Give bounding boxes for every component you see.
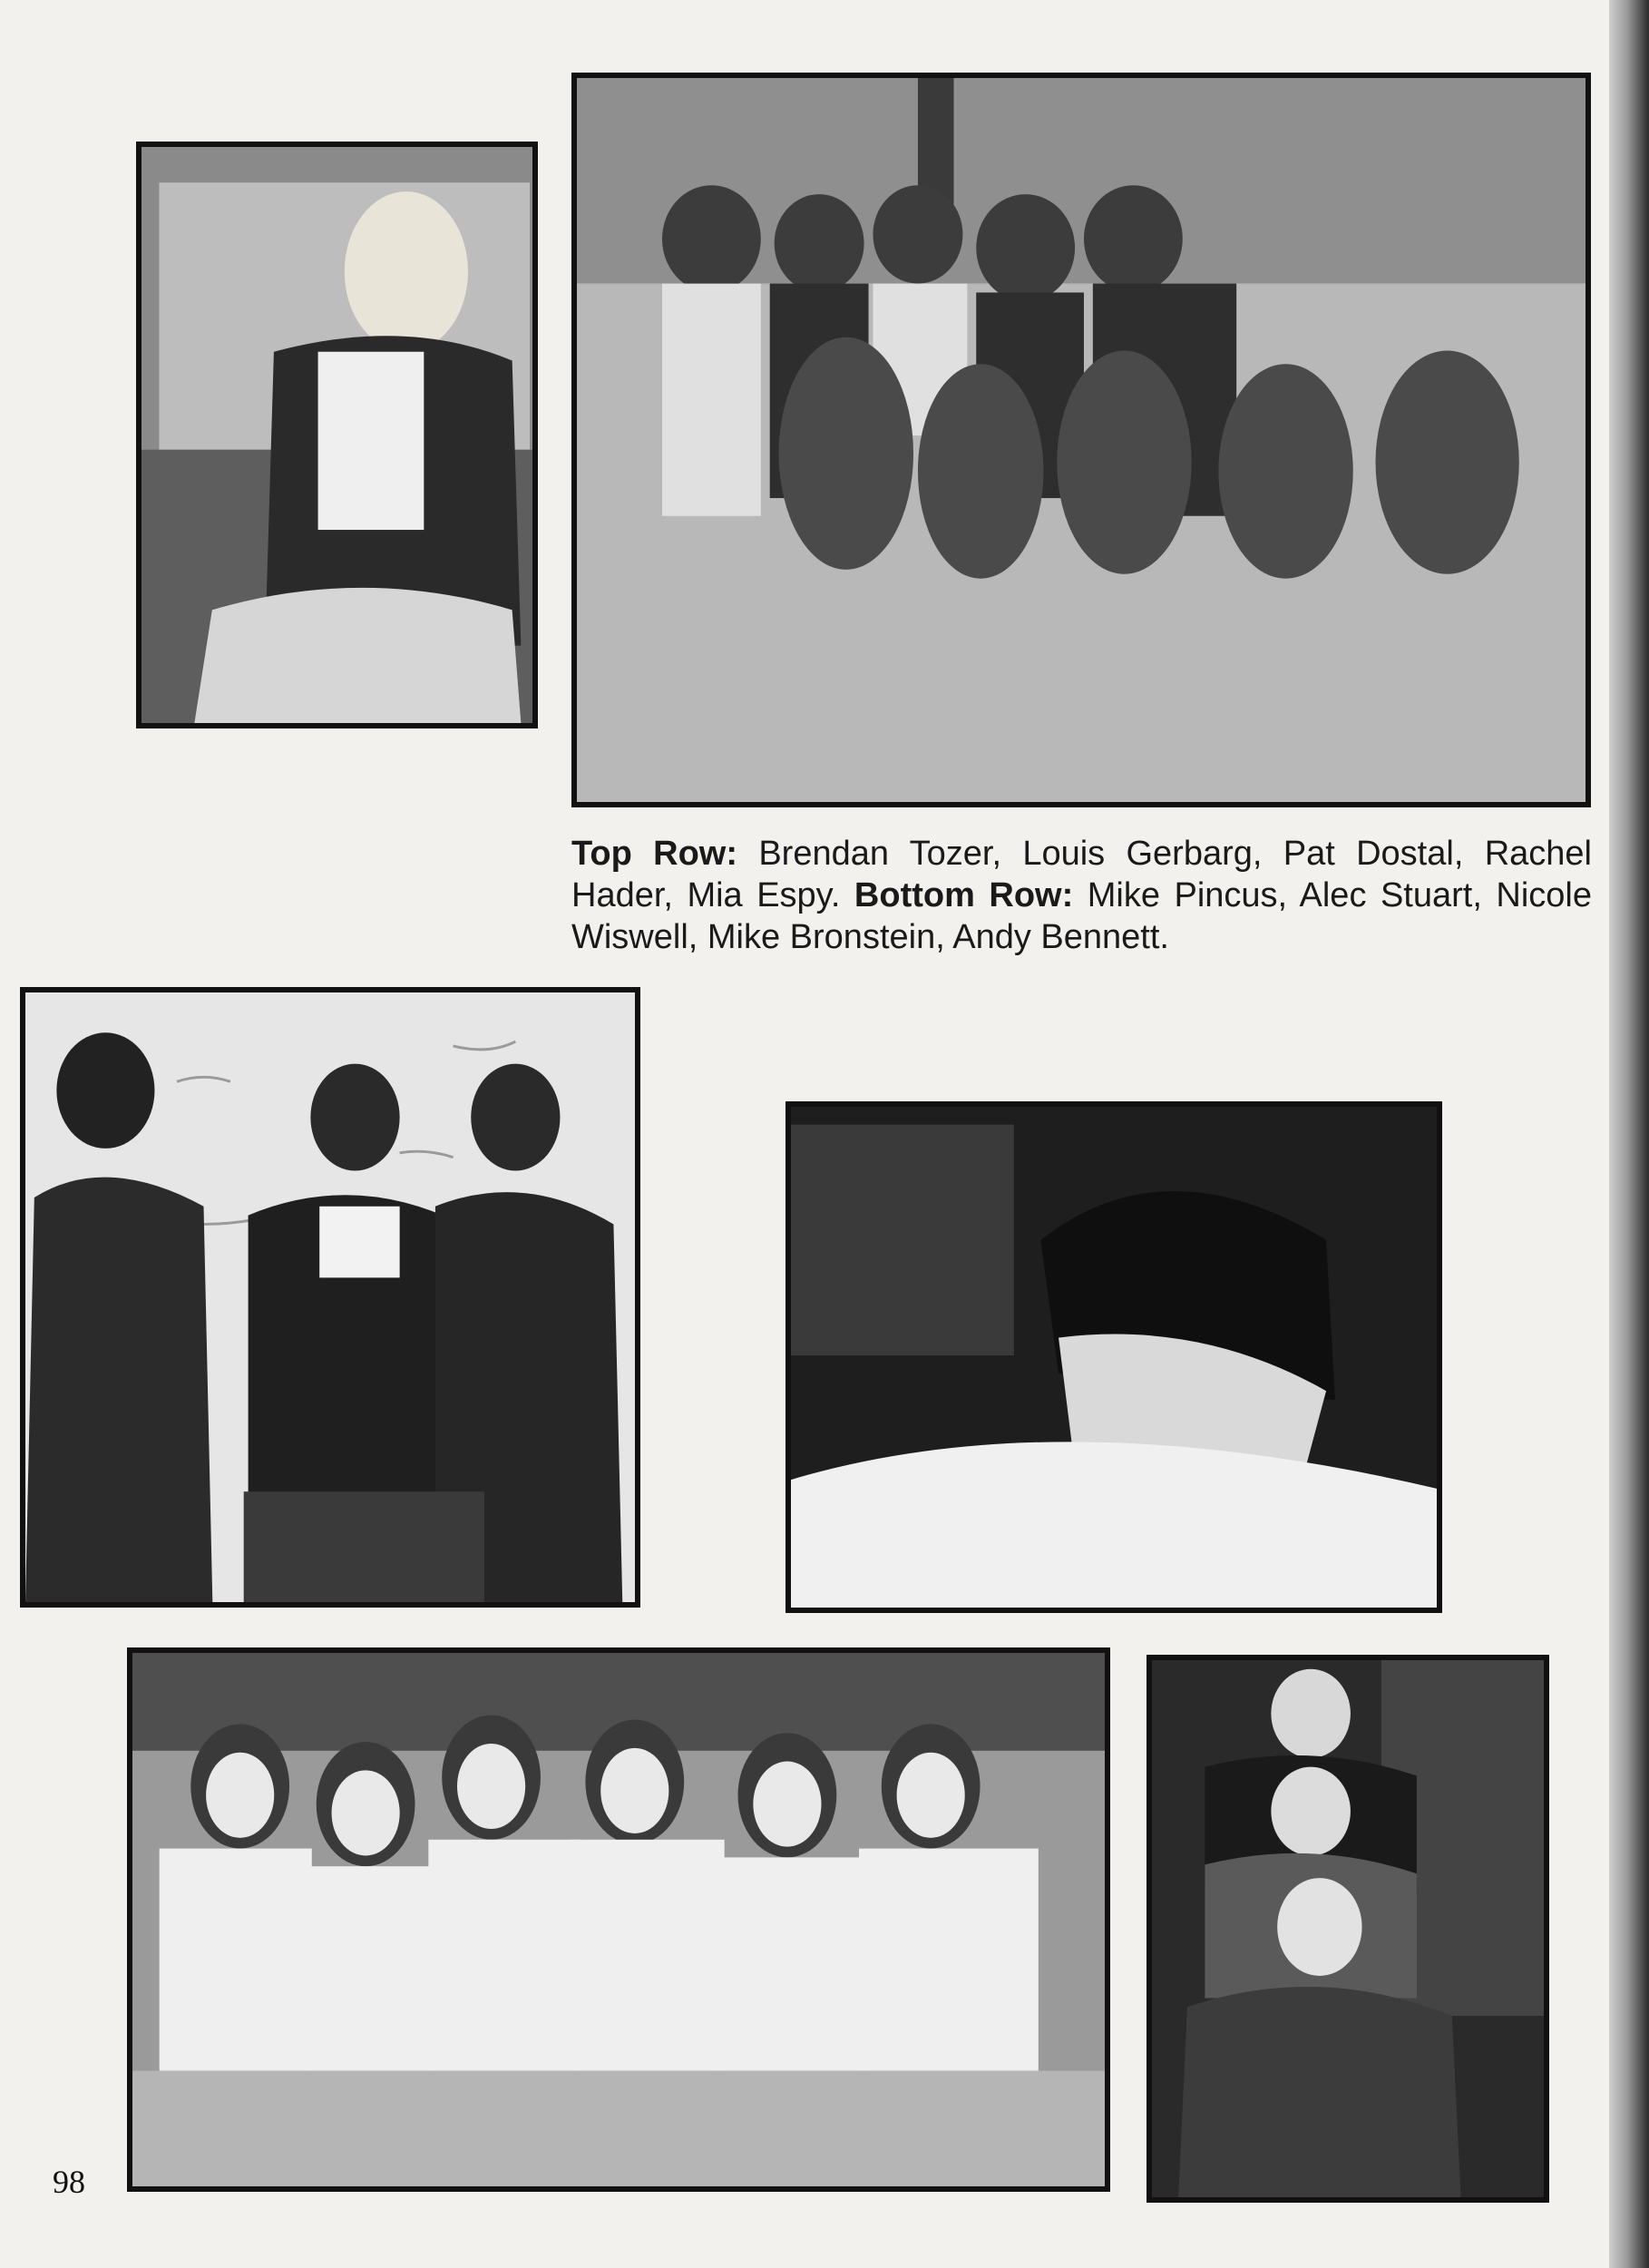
photo-group-outdoors-image [577,78,1586,802]
photo-whiteboard-students [20,987,640,1608]
photo-smiling-group [127,1647,1110,2192]
photo-three-students [1146,1655,1549,2203]
photo-seated-student [136,142,538,728]
photo-whiteboard-students-image [25,992,635,1602]
photo-three-students-image [1152,1660,1544,2197]
photo-closeup-student-image [791,1107,1437,1608]
book-spine-shadow [1609,0,1649,2268]
caption-top-row-label: Top Row: [571,835,737,873]
photo-group-outdoors [571,73,1591,807]
caption-bottom-row-names: Mike Pincus, Alec Stuart, Nicole Wiswell, Mike Bronstein, Andy Bennett. [571,876,1592,956]
caption-bottom-row-label: Bottom Row: [854,876,1074,914]
photo-smiling-group-image [132,1653,1105,2186]
photo-seated-student-image [141,147,532,723]
group-photo-caption [571,833,1592,958]
caption-top-row-names: Brendan Tozer, Louis Gerbarg, Pat Dostal, Rachel Hader, Mia Espy. [571,835,1592,914]
page-number: 98 [53,2164,85,2200]
photo-closeup-student [785,1101,1442,1613]
